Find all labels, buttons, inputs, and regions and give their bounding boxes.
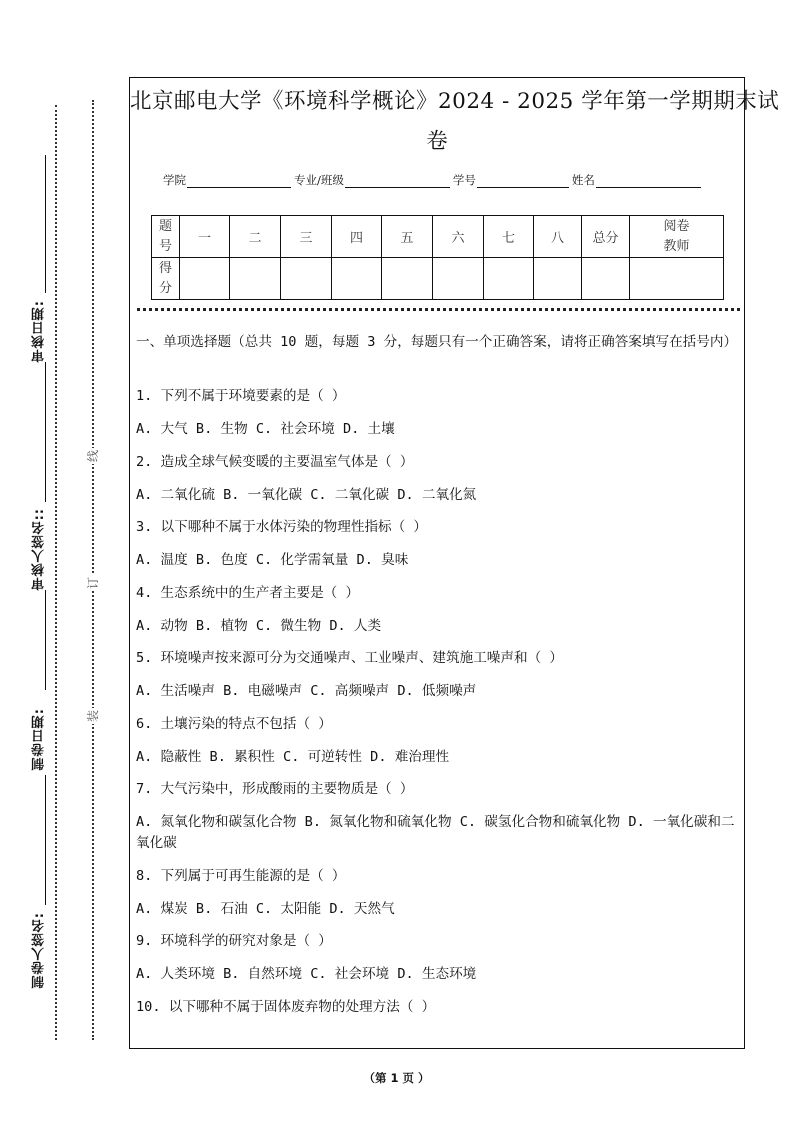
exam-title-continued: 卷 <box>426 129 448 154</box>
reviewer-signature-label: 审核人签名:: <box>32 508 47 591</box>
score-cell[interactable] <box>281 258 332 300</box>
question-number-header: 题 号 <box>152 216 180 258</box>
column-header: 二 <box>230 216 281 258</box>
column-header: 六 <box>433 216 484 258</box>
question-options: A. 人类环境 B. 自然环境 C. 社会环境 D. 生态环境 <box>136 966 477 982</box>
question-stem: 8. 下列属于可再生能源的是（ ） <box>136 868 346 884</box>
score-header: 得 分 <box>152 258 180 300</box>
column-header: 五 <box>382 216 433 258</box>
question-options: A. 动物 B. 植物 C. 微生物 D. 人类 <box>136 618 382 634</box>
student-id-label: 学号 <box>452 173 476 187</box>
score-cell[interactable] <box>484 258 534 300</box>
score-table <box>151 215 724 300</box>
review-date-label: 审核日期: <box>32 300 47 363</box>
exam-title: 北京邮电大学《环境科学概论》2024 - 2025 学年第一学期期末试 <box>130 89 780 114</box>
question-options: A. 温度 B. 色度 C. 化学需氧量 D. 臭味 <box>136 552 409 568</box>
column-header: 四 <box>332 216 382 258</box>
score-table-score-row <box>152 258 724 300</box>
name-label: 姓名 <box>571 173 595 187</box>
review-date-line <box>45 155 46 293</box>
student-id-field[interactable] <box>477 174 569 188</box>
question-stem: 1. 下列不属于环境要素的是（ ） <box>136 388 346 404</box>
major-class-field[interactable] <box>345 174 450 188</box>
binding-mark-line: 线 <box>86 450 100 463</box>
grader-header: 阅卷 教师 <box>630 216 724 258</box>
binding-mark-mount: 装 <box>86 710 100 723</box>
inner-dotted-line <box>55 105 57 1040</box>
grader-cell[interactable] <box>630 258 724 300</box>
reviewer-sign-line <box>45 590 46 690</box>
question-stem: 2. 造成全球气候变暖的主要温室气体是（ ） <box>136 454 414 470</box>
score-table-header-row <box>152 216 724 258</box>
question-stem: 5. 环境噪声按来源可分为交通噪声、工业噪声、建筑施工噪声和（ ） <box>136 650 563 666</box>
outer-dotted-line <box>92 100 94 1040</box>
question-stem: 4. 生态系统中的生产者主要是（ ） <box>136 585 360 601</box>
score-cell[interactable] <box>433 258 484 300</box>
column-header: 一 <box>180 216 230 258</box>
question-stem: 6. 土壤污染的特点不包括（ ） <box>136 716 332 732</box>
college-label: 学院 <box>163 173 186 187</box>
question-stem: 9. 环境科学的研究对象是（ ） <box>136 933 332 949</box>
binding-mark-bind: 订 <box>86 577 100 590</box>
score-cell[interactable] <box>180 258 230 300</box>
question-stem: 10. 以下哪种不属于固体废弃物的处理方法（ ） <box>136 999 436 1015</box>
review-date-line-2 <box>45 362 46 502</box>
major-class-label: 专业/班级 <box>294 173 344 187</box>
score-cell[interactable] <box>382 258 433 300</box>
question-options: A. 二氧化硫 B. 一氧化碳 C. 二氧化碳 D. 二氧化氮 <box>136 487 477 503</box>
question-options: A. 生活噪声 B. 电磁噪声 C. 高频噪声 D. 低频噪声 <box>136 683 477 699</box>
question-options: A. 大气 B. 生物 C. 社会环境 D. 土壤 <box>136 421 395 437</box>
compile-date-label: 制卷日期: <box>32 708 47 771</box>
column-header: 七 <box>484 216 534 258</box>
question-options: A. 隐蔽性 B. 累积性 C. 可逆转性 D. 难治理性 <box>136 749 450 765</box>
score-cell[interactable] <box>230 258 281 300</box>
compiler-signature-label: 制卷人签名: <box>32 912 47 989</box>
score-cell[interactable] <box>534 258 582 300</box>
question-options: A. 氮氧化物和碳氢化合物 B. 氮氧化物和硫氧化物 C. 碳氢化合物和硫氧化物 D. 一氧化碳和二氧化碳 <box>136 814 735 851</box>
score-cell[interactable] <box>332 258 382 300</box>
total-score-header: 总分 <box>582 216 630 258</box>
total-score-cell[interactable] <box>582 258 630 300</box>
column-header: 三 <box>281 216 332 258</box>
college-field[interactable] <box>187 174 291 188</box>
question-stem: 3. 以下哪种不属于水体污染的物理性指标（ ） <box>136 519 428 535</box>
page-number: （第 1 页 ） <box>363 1071 430 1085</box>
column-header: 八 <box>534 216 582 258</box>
compile-date-line <box>45 775 46 905</box>
question-stem: 7. 大气污染中，形成酸雨的主要物质是（ ） <box>136 781 414 797</box>
name-field[interactable] <box>596 174 701 188</box>
student-info-row <box>163 172 704 188</box>
dotted-separator <box>137 308 740 311</box>
section-heading: 一、单项选择题（总共 10 题，每题 3 分，每题只有一个正确答案，请将正确答案填写在括号内） <box>136 334 738 350</box>
question-options: A. 煤炭 B. 石油 C. 太阳能 D. 天然气 <box>136 901 395 917</box>
